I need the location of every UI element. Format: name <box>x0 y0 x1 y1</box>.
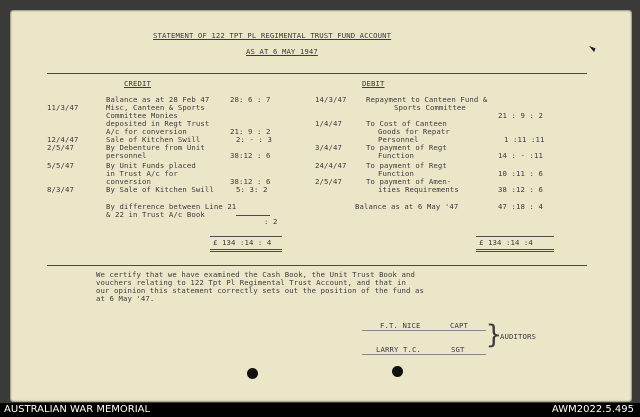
debit-date: 24/4/47 <box>315 161 347 170</box>
debit-amount: 10 :11 : 6 <box>498 169 543 178</box>
credit-date: 5/5/47 <box>47 161 74 170</box>
certification-line: vouchers relating to 122 Tpt Pl Regimental Trust Account, and that in <box>96 278 407 287</box>
auditor-rank: SGT <box>451 345 465 354</box>
signature-line <box>362 330 486 331</box>
debit-text: To payment of Regt <box>366 143 447 152</box>
debit-text: To payment of Amen- <box>366 177 452 186</box>
credit-amount: 2: - : 3 <box>236 135 272 144</box>
debit-text: ities Requirements <box>378 185 459 194</box>
footer-accession-number: AWM2022.5.495 <box>551 404 634 415</box>
document-page <box>10 10 632 402</box>
credit-date: 12/4/47 <box>47 135 79 144</box>
debit-text: Repayment to Canteen Fund & <box>366 95 488 104</box>
credit-text: By Sale of Kitchen Swill <box>106 185 214 194</box>
credit-text: By Debenture from Unit <box>106 143 205 152</box>
certification-line: We certify that we have examined the Cash Book, the Unit Trust Book and <box>96 270 416 279</box>
credit-text: By difference between Line 21 <box>106 202 237 211</box>
certification-line: at 6 May '47. <box>96 294 155 303</box>
auditor-name: F.T. NICE <box>380 321 421 330</box>
credit-text: Committee Monies <box>106 111 178 120</box>
debit-date: 14/3/47 <box>315 95 347 104</box>
auditor-rank: CAPT <box>450 321 468 330</box>
signature-line <box>362 354 486 355</box>
bottom-rule <box>47 265 587 266</box>
credit-text: & 22 in Trust A/c Book <box>106 210 205 219</box>
debit-text: To payment of Regt <box>366 161 447 170</box>
debit-total-rule <box>476 236 554 237</box>
debit-text: To Cost of Canteen <box>366 119 447 128</box>
credit-text: conversion <box>106 177 151 186</box>
credit-total: £ 134 :14 : 4 <box>213 238 272 247</box>
credit-total-double-rule <box>210 249 282 252</box>
credit-text: By Unit Funds placed <box>106 161 196 170</box>
credit-text: A/c for conversion <box>106 127 187 136</box>
certification-line: our opinion this statement correctly sets out the position of the fund as <box>96 286 424 295</box>
credit-total-rule <box>210 236 282 237</box>
credit-date: 11/3/47 <box>47 103 79 112</box>
credit-text: Balance as at 28 Feb 47 <box>106 95 210 104</box>
debit-text: Sports Committee <box>394 103 466 112</box>
credit-amount: 28: 6 : 7 <box>230 95 271 104</box>
subtotal-rule <box>236 215 270 216</box>
debit-text: Function <box>378 169 414 178</box>
credit-heading: CREDIT <box>124 79 151 88</box>
credit-text: in Trust A/c for <box>106 169 178 178</box>
credit-text: Misc, Canteen & Sports <box>106 103 205 112</box>
credit-date: 2/5/47 <box>47 143 74 152</box>
bracket-icon: } <box>486 320 502 350</box>
credit-amount: 21: 9 : 2 <box>230 127 271 136</box>
debit-text: Goods for Repatr <box>378 127 450 136</box>
debit-date: 1/4/47 <box>315 119 342 128</box>
debit-amount: 14 : - :11 <box>498 151 543 160</box>
debit-date: 2/5/47 <box>315 177 342 186</box>
credit-text: Sale of Kitchen Swill <box>106 135 201 144</box>
document-title: STATEMENT OF 122 TPT PL REGIMENTAL TRUST FUND ACCOUNT <box>153 31 392 40</box>
document-subtitle: AS AT 6 MAY 1947 <box>246 47 318 56</box>
debit-total: £ 134 :14 :4 <box>479 238 533 247</box>
credit-amount: 38:12 : 6 <box>230 177 271 186</box>
auditor-name: LARRY T.C. <box>376 345 421 354</box>
debit-amount: 21 : 9 : 2 <box>498 111 543 120</box>
debit-text: Function <box>378 151 414 160</box>
top-rule <box>47 73 587 74</box>
debit-heading: DEBIT <box>362 79 385 88</box>
debit-date: 3/4/47 <box>315 143 342 152</box>
credit-amount: 38:12 : 6 <box>230 151 271 160</box>
debit-text: Balance as at 6 May '47 <box>355 202 459 211</box>
debit-total-double-rule <box>476 249 554 252</box>
credit-date: 8/3/47 <box>47 185 74 194</box>
debit-amount: 47 :18 : 4 <box>498 202 543 211</box>
debit-amount: 1 :11 :11 <box>504 135 545 144</box>
credit-amount: 5: 3: 2 <box>236 185 268 194</box>
credit-text: personnel <box>106 151 147 160</box>
credit-amount: : 2 <box>264 217 278 226</box>
footer-institution: AUSTRALIAN WAR MEMORIAL <box>4 404 151 415</box>
punch-hole-icon <box>392 366 403 377</box>
pin-mark-icon <box>588 46 596 52</box>
debit-text: Personnel <box>378 135 419 144</box>
archive-footer <box>0 403 640 417</box>
debit-amount: 38 :12 : 6 <box>498 185 543 194</box>
punch-hole-icon <box>247 368 258 379</box>
credit-text: deposited in Regt Trust <box>106 119 210 128</box>
auditors-label: AUDITORS <box>500 332 536 341</box>
